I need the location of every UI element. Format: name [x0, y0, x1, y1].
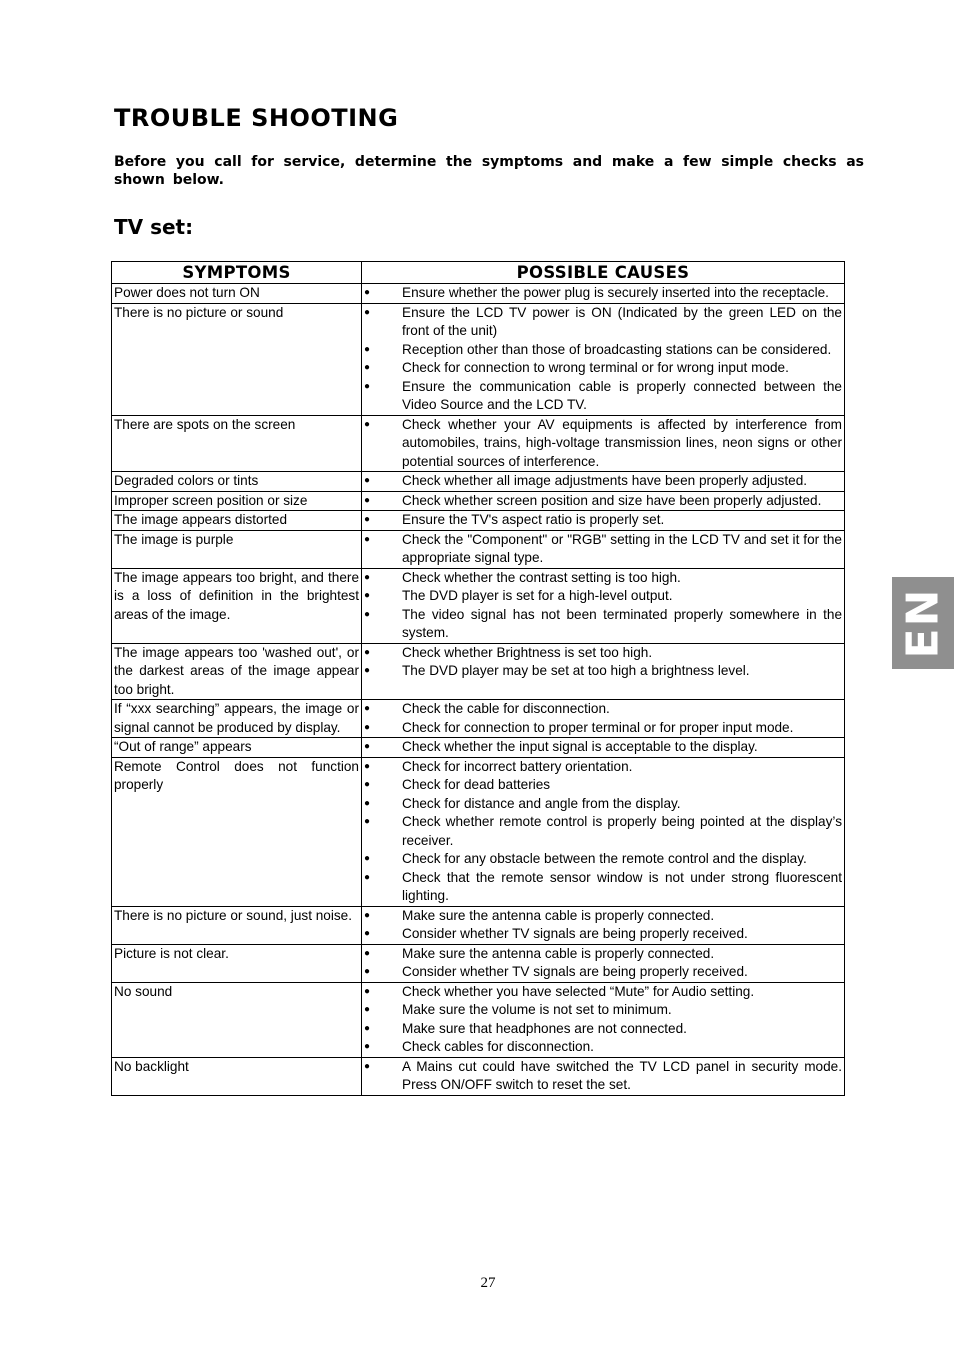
causes-list [362, 284, 844, 303]
causes-cell [362, 700, 845, 738]
list-item [362, 1038, 844, 1057]
cause-text: Check whether remote control is properly being pointed at the display’s receiver. [402, 814, 842, 848]
symptom-cell: Remote Control does not function properly [112, 757, 362, 906]
cause-text: Reception other than those of broadcasting stations can be considered. [402, 341, 832, 357]
cause-text: Check whether screen position and size have been properly adjusted. [402, 492, 822, 508]
cause-text: Check whether all image adjustments have been properly adjusted. [402, 473, 808, 488]
cause-text: Check whether you have selected “Mute” for Audio setting. [402, 983, 755, 999]
cause-text: Check for dead batteries [402, 777, 551, 792]
causes-list [362, 569, 844, 643]
causes-cell [362, 511, 845, 531]
causes-list [362, 416, 844, 472]
cause-text: Check for any obstacle between the remote control and the display. [402, 851, 807, 866]
list-item [362, 983, 844, 1002]
list-item [362, 606, 844, 643]
bullet-icon: ● [364, 947, 371, 959]
list-item [362, 813, 844, 850]
list-item [362, 531, 844, 568]
cause-text: Ensure the communication cable is properly connected between the Video Source and the LCD TV. [402, 378, 842, 412]
cause-text: Make sure the antenna cable is properly connected. [402, 907, 715, 923]
list-item [362, 304, 844, 341]
cause-text: Ensure whether the power plug is securely inserted into the receptacle. [402, 285, 829, 300]
list-item [362, 907, 844, 926]
list-item [362, 850, 844, 869]
table-row [112, 944, 845, 982]
table-row [112, 1057, 845, 1095]
table-row [112, 643, 845, 700]
list-item [362, 1020, 844, 1039]
cause-text: Check whether Brightness is set too high. [402, 644, 653, 660]
table-row [112, 568, 845, 643]
symptom-cell: The image appears distorted [112, 511, 362, 531]
list-item [362, 719, 844, 738]
table-header-row [112, 262, 845, 284]
bullet-icon: ● [364, 665, 371, 676]
causes-list [362, 738, 844, 757]
causes-cell [362, 491, 845, 511]
symptom-cell: The image appears too bright, and there is a loss of definition in the brightest areas of the image. [112, 568, 362, 643]
bullet-icon: ● [364, 816, 371, 827]
language-tab [892, 577, 954, 669]
bullet-icon: ● [364, 760, 371, 772]
symptom-cell: There are spots on the screen [112, 415, 362, 472]
cause-text: Consider whether TV signals are being properly received. [402, 964, 748, 979]
table-row [112, 906, 845, 944]
bullet-icon: ● [364, 1004, 371, 1015]
bullet-icon: ● [364, 646, 371, 658]
cause-text: Check for connection to proper terminal or for proper input mode. [402, 719, 794, 735]
table-body [112, 284, 845, 1096]
list-item [362, 795, 844, 814]
bullet-icon: ● [364, 779, 371, 790]
bullet-icon: ● [364, 797, 371, 809]
bullet-icon: ● [364, 475, 371, 486]
bullet-icon: ● [364, 533, 371, 545]
cause-text: The DVD player may be set at too high a brightness level. [402, 663, 750, 678]
list-item [362, 492, 844, 511]
cause-text: Make sure the volume is not set to minimum. [402, 1002, 672, 1017]
table-row [112, 284, 845, 304]
causes-cell [362, 284, 845, 304]
causes-cell [362, 906, 845, 944]
causes-list [362, 758, 844, 906]
list-item [362, 1001, 844, 1020]
cause-text: Check the cable for disconnection. [402, 701, 610, 716]
language-tab-label: EN [897, 587, 949, 659]
bullet-icon: ● [364, 928, 371, 939]
symptom-cell: Degraded colors or tints [112, 472, 362, 492]
bullet-icon: ● [364, 418, 371, 430]
bullet-icon: ● [364, 985, 371, 997]
list-item [362, 378, 844, 415]
causes-list [362, 1058, 844, 1095]
list-item [362, 587, 844, 606]
bullet-icon: ● [364, 703, 371, 714]
causes-list [362, 700, 844, 737]
cause-text: A Mains cut could have switched the TV LCD panel in security mode. Press ON/OFF switch to reset the set. [402, 1058, 842, 1092]
section-heading: TV set: [114, 215, 194, 239]
bullet-icon: ● [364, 1022, 371, 1034]
causes-cell [362, 303, 845, 415]
cause-text: The video signal has not been terminated properly somewhere in the system. [402, 606, 842, 640]
bullet-icon: ● [364, 287, 371, 298]
table-row [112, 303, 845, 415]
page-title: TROUBLE SHOOTING [114, 104, 399, 132]
cause-text: Consider whether TV signals are being properly received. [402, 926, 748, 941]
list-item [362, 341, 844, 360]
symptom-cell: The image appears too 'washed out', or the darkest areas of the image appear too bright. [112, 643, 362, 700]
causes-cell [362, 944, 845, 982]
cause-text: Make sure the antenna cable is properly connected. [402, 945, 715, 961]
causes-header: POSSIBLE CAUSES [362, 262, 845, 284]
symptom-cell: No sound [112, 982, 362, 1057]
cause-text: The DVD player is set for a high-level output. [402, 588, 673, 603]
list-item [362, 472, 844, 491]
list-item [362, 1058, 844, 1095]
bullet-icon: ● [364, 380, 371, 392]
intro-text: Before you call for service, determine the symptoms and make a few simple checks as shown below. [114, 154, 864, 188]
bullet-icon: ● [364, 306, 371, 318]
cause-text: Check for connection to wrong terminal or for wrong input mode. [402, 360, 789, 375]
bullet-icon: ● [364, 1060, 371, 1072]
causes-list [362, 945, 844, 982]
bullet-icon: ● [364, 514, 371, 525]
troubleshooting-table [111, 261, 845, 1096]
bullet-icon: ● [364, 343, 371, 355]
causes-list [362, 511, 844, 530]
table-row [112, 738, 845, 758]
bullet-icon: ● [364, 362, 371, 373]
bullet-icon: ● [364, 608, 371, 620]
bullet-icon: ● [364, 590, 371, 601]
causes-cell [362, 982, 845, 1057]
causes-cell [362, 415, 845, 472]
table-row [112, 530, 845, 568]
list-item [362, 738, 844, 757]
table-row [112, 415, 845, 472]
bullet-icon: ● [364, 909, 371, 921]
page-number: 27 [480, 1275, 496, 1291]
bullet-icon: ● [364, 871, 371, 883]
causes-cell [362, 643, 845, 700]
bullet-icon: ● [364, 853, 371, 864]
table-row [112, 511, 845, 531]
cause-text: Ensure the LCD TV power is ON (Indicated by the green LED on the front of the unit) [402, 304, 842, 338]
bullet-icon: ● [364, 966, 371, 977]
cause-text: Check for incorrect battery orientation. [402, 758, 633, 774]
cause-text: Check the "Component" or "RGB" setting in the LCD TV and set it for the appropriate signal type. [402, 531, 842, 565]
symptom-cell: If “xxx searching” appears, the image or signal cannot be produced by display. [112, 700, 362, 738]
table-row [112, 491, 845, 511]
causes-cell [362, 530, 845, 568]
bullet-icon: ● [364, 741, 371, 752]
list-item [362, 511, 844, 530]
causes-list [362, 472, 844, 491]
list-item [362, 569, 844, 588]
table-row [112, 700, 845, 738]
symptom-cell: The image is purple [112, 530, 362, 568]
cause-text: Check whether the input signal is acceptable to the display. [402, 739, 758, 754]
causes-list [362, 983, 844, 1057]
symptom-cell: There is no picture or sound, just noise. [112, 906, 362, 944]
cause-text: Check whether your AV equipments is affected by interference from automobiles, trains, high-voltage transmission lines, neon signs or other potential sources of interference. [402, 416, 842, 469]
symptom-cell: Improper screen position or size [112, 491, 362, 511]
causes-list [362, 644, 844, 681]
causes-list [362, 304, 844, 415]
causes-cell [362, 1057, 845, 1095]
table-row [112, 757, 845, 906]
cause-text: Check that the remote sensor window is not under strong fluorescent lighting. [402, 869, 842, 903]
list-item [362, 416, 844, 472]
list-item [362, 662, 844, 681]
causes-cell [362, 757, 845, 906]
list-item [362, 359, 844, 378]
list-item [362, 869, 844, 906]
table-row [112, 472, 845, 492]
symptom-cell: There is no picture or sound [112, 303, 362, 415]
cause-text: Ensure the TV's aspect ratio is properly set. [402, 512, 665, 527]
causes-list [362, 492, 844, 511]
bullet-icon: ● [364, 494, 371, 506]
causes-cell [362, 472, 845, 492]
symptom-cell: Picture is not clear. [112, 944, 362, 982]
table-row [112, 982, 845, 1057]
causes-list [362, 531, 844, 568]
list-item [362, 945, 844, 964]
list-item [362, 963, 844, 982]
list-item [362, 925, 844, 944]
symptoms-header: SYMPTOMS [112, 262, 362, 284]
bullet-icon: ● [364, 721, 371, 733]
symptom-cell: No backlight [112, 1057, 362, 1095]
cause-text: Check cables for disconnection. [402, 1039, 594, 1054]
list-item [362, 758, 844, 777]
causes-cell [362, 738, 845, 758]
list-item [362, 700, 844, 719]
cause-text: Check for distance and angle from the display. [402, 795, 681, 811]
list-item [362, 644, 844, 663]
bullet-icon: ● [364, 571, 371, 583]
list-item [362, 284, 844, 303]
symptom-cell: Power does not turn ON [112, 284, 362, 304]
cause-text: Make sure that headphones are not connected. [402, 1020, 687, 1036]
symptom-cell: “Out of range” appears [112, 738, 362, 758]
bullet-icon: ● [364, 1041, 371, 1052]
cause-text: Check whether the contrast setting is too high. [402, 569, 681, 585]
list-item [362, 776, 844, 795]
causes-list [362, 907, 844, 944]
causes-cell [362, 568, 845, 643]
